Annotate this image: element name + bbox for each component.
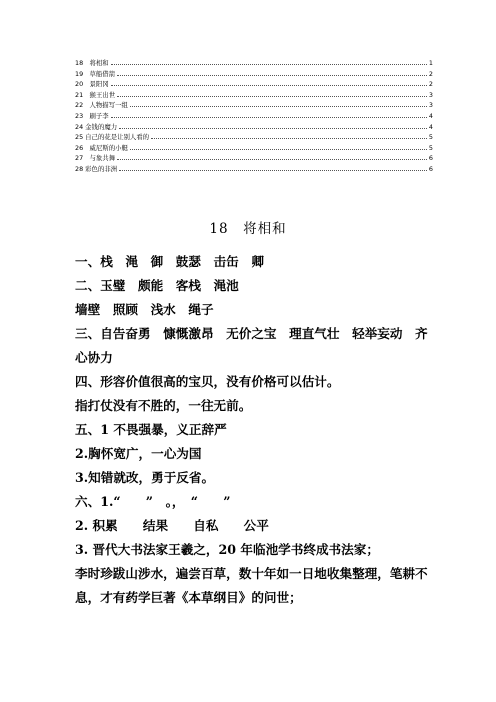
- toc-entry-page: 4: [428, 111, 433, 120]
- toc-entry-page: 5: [428, 133, 433, 142]
- answer-line: 三、自告奋勇 慷慨激昂 无价之宝 理直气壮 轻举妄动 齐心协力: [75, 326, 428, 365]
- toc-entry[interactable]: [75, 122, 433, 133]
- answer-line: 2.胸怀宽广，一心为国: [75, 446, 202, 461]
- toc-dot-leader: [151, 138, 427, 139]
- toc-entry-title: 19 草船借箭: [75, 69, 116, 78]
- toc-entry-title: 27 与象共舞: [75, 154, 116, 163]
- answer-line: 六、1.“ ” 。， “ ”: [75, 494, 231, 509]
- toc-dot-leader: [111, 117, 427, 118]
- toc-dot-leader: [117, 75, 427, 76]
- answer-line: 一、栈 渑 御 鼓瑟 击缶 卿: [75, 254, 264, 269]
- toc-entry[interactable]: [75, 143, 433, 154]
- toc-dot-leader: [117, 159, 427, 160]
- answer-line: 墙壁 照顾 浅水 绳子: [75, 302, 214, 317]
- toc-entry[interactable]: [75, 111, 433, 122]
- answer-line: 3. 晋代大书法家王羲之，20 年临池学书终成书法家；: [75, 542, 379, 557]
- toc-entry-page: 1: [428, 59, 433, 67]
- toc-entry[interactable]: [75, 69, 433, 80]
- toc-dot-leader: [130, 149, 427, 150]
- toc-dot-leader: [111, 64, 427, 65]
- answer-line: 李时珍跋山涉水，遍尝百草，数十年如一日地收集整理，笔耕不息，才有药学巨著《本草纲目》的问世；: [75, 566, 428, 605]
- toc-dot-leader: [117, 96, 427, 97]
- answer-line: 五、1 不畏强暴，义正辞严: [75, 422, 227, 437]
- toc-entry-page: 2: [428, 69, 433, 78]
- toc-entry[interactable]: [75, 100, 433, 111]
- toc-entry[interactable]: [75, 164, 433, 175]
- answer-body: [75, 250, 435, 610]
- toc-entry-page: 5: [428, 143, 433, 152]
- toc-entry[interactable]: [75, 58, 433, 69]
- toc-entry-title: 20 景阳冈: [75, 80, 109, 89]
- toc-entry[interactable]: [75, 79, 433, 90]
- toc-entry-page: 2: [428, 80, 433, 89]
- toc-entry[interactable]: [75, 153, 433, 164]
- toc-entry-title: 22 人物描写一组: [75, 101, 128, 110]
- toc-dot-leader: [119, 128, 427, 129]
- toc-entry-title: 24 金钱的魔力: [75, 122, 118, 131]
- toc-entry-title: 26 威尼斯的小艇: [75, 143, 128, 152]
- answer-line: 指打仗没有不胜的，一往无前。: [75, 398, 252, 413]
- answer-line: 3.知错就改，勇于反省。: [75, 470, 215, 485]
- toc-entry-title: 28 彩色的非洲: [75, 164, 118, 173]
- toc-entry-title: 23 刷子李: [75, 111, 109, 120]
- toc-entry-title: 25 自己的花是让别人看的: [75, 133, 150, 142]
- toc-entry-title: 18 将相和: [75, 59, 109, 67]
- toc-entry-page: 6: [428, 154, 433, 163]
- toc-entry-page: 3: [428, 101, 433, 110]
- toc-dot-leader: [111, 85, 427, 86]
- answer-line: 二、玉璧 颇能 客栈 渑池: [75, 278, 239, 293]
- toc-dot-leader: [130, 106, 427, 107]
- table-of-contents: [75, 58, 433, 175]
- toc-dot-leader: [119, 170, 427, 171]
- section-heading: 18 将相和: [209, 221, 287, 237]
- toc-entry-title: 21 猴王出世: [75, 90, 116, 99]
- toc-entry[interactable]: [75, 132, 433, 143]
- toc-entry-page: 6: [428, 164, 433, 173]
- toc-entry-page: 3: [428, 90, 433, 99]
- answer-line: 四、形容价值很高的宝贝，没有价格可以估计。: [75, 374, 340, 389]
- toc-entry[interactable]: [75, 90, 433, 101]
- answer-line: 2. 积累 结果 自私 公平: [75, 518, 269, 533]
- toc-entry-page: 4: [428, 122, 433, 131]
